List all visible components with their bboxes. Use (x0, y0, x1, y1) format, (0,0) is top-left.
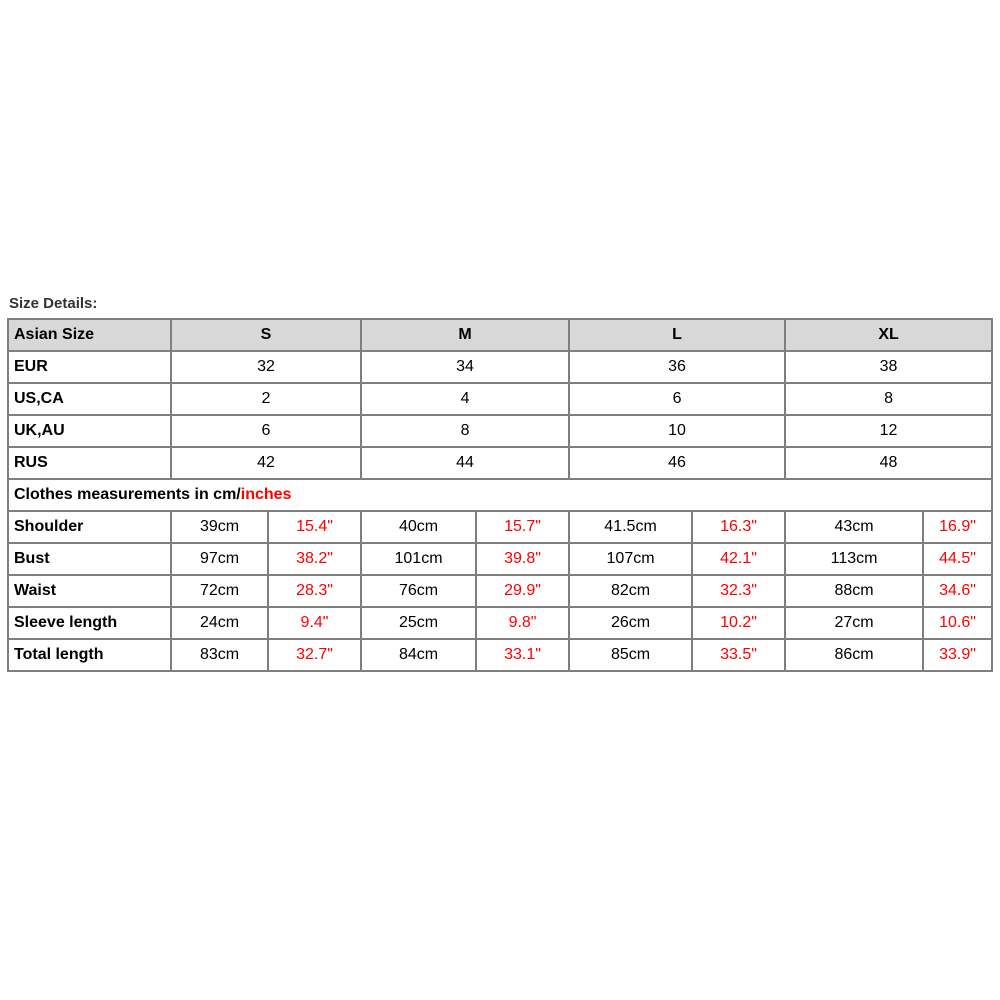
section-heading-prefix: Clothes measurements in cm/ (14, 486, 241, 503)
inch-cell: 44.5" (923, 543, 992, 575)
size-header-xl: XL (785, 319, 992, 351)
inch-cell: 28.3" (268, 575, 361, 607)
row-label-us-ca: US,CA (8, 383, 171, 415)
table-cell: 6 (171, 415, 361, 447)
table-row (8, 543, 992, 575)
table-cell: 8 (361, 415, 569, 447)
table-cell: 6 (569, 383, 785, 415)
inch-cell: 33.5" (692, 639, 785, 671)
inch-cell: 34.6" (923, 575, 992, 607)
cm-cell: 76cm (361, 575, 476, 607)
size-header-m: M (361, 319, 569, 351)
cm-cell: 41.5cm (569, 511, 692, 543)
cm-cell: 97cm (171, 543, 268, 575)
table-cell: 32 (171, 351, 361, 383)
inch-cell: 32.3" (692, 575, 785, 607)
asian-size-header: Asian Size (8, 319, 171, 351)
header-row (8, 319, 992, 351)
cm-cell: 39cm (171, 511, 268, 543)
inch-cell: 10.2" (692, 607, 785, 639)
row-label-sleeve-length: Sleeve length (8, 607, 171, 639)
table-cell: 42 (171, 447, 361, 479)
cm-cell: 88cm (785, 575, 923, 607)
table-cell: 8 (785, 383, 992, 415)
inch-cell: 15.7" (476, 511, 569, 543)
inch-cell: 9.4" (268, 607, 361, 639)
row-label-bust: Bust (8, 543, 171, 575)
table-cell: 46 (569, 447, 785, 479)
inch-cell: 32.7" (268, 639, 361, 671)
cm-cell: 86cm (785, 639, 923, 671)
cm-cell: 84cm (361, 639, 476, 671)
inch-cell: 16.9" (923, 511, 992, 543)
table-row (8, 447, 992, 479)
row-label-shoulder: Shoulder (8, 511, 171, 543)
cm-cell: 26cm (569, 607, 692, 639)
inch-cell: 38.2" (268, 543, 361, 575)
table-row (8, 415, 992, 447)
inch-cell: 42.1" (692, 543, 785, 575)
inch-cell: 16.3" (692, 511, 785, 543)
inch-cell: 10.6" (923, 607, 992, 639)
cm-cell: 27cm (785, 607, 923, 639)
size-chart-table (7, 318, 993, 672)
table-row (8, 607, 992, 639)
table-row (8, 351, 992, 383)
inch-cell: 33.9" (923, 639, 992, 671)
table-row (8, 511, 992, 543)
inch-cell: 15.4" (268, 511, 361, 543)
table-row (8, 383, 992, 415)
row-label-total-length: Total length (8, 639, 171, 671)
size-details-title: Size Details: (9, 295, 98, 312)
cm-cell: 107cm (569, 543, 692, 575)
table-cell: 2 (171, 383, 361, 415)
inch-cell: 39.8" (476, 543, 569, 575)
cm-cell: 24cm (171, 607, 268, 639)
table-cell: 44 (361, 447, 569, 479)
table-row (8, 575, 992, 607)
row-label-rus: RUS (8, 447, 171, 479)
table-cell: 10 (569, 415, 785, 447)
inch-cell: 33.1" (476, 639, 569, 671)
cm-cell: 101cm (361, 543, 476, 575)
row-label-uk-au: UK,AU (8, 415, 171, 447)
inch-cell: 29.9" (476, 575, 569, 607)
table-cell: 38 (785, 351, 992, 383)
row-label-waist: Waist (8, 575, 171, 607)
cm-cell: 82cm (569, 575, 692, 607)
section-row (8, 479, 992, 511)
cm-cell: 72cm (171, 575, 268, 607)
cm-cell: 40cm (361, 511, 476, 543)
table-row (8, 639, 992, 671)
size-header-s: S (171, 319, 361, 351)
cm-cell: 83cm (171, 639, 268, 671)
section-heading-inches: inches (240, 486, 292, 503)
cm-cell: 85cm (569, 639, 692, 671)
table-cell: 48 (785, 447, 992, 479)
row-label-eur: EUR (8, 351, 171, 383)
cm-cell: 25cm (361, 607, 476, 639)
cm-cell: 113cm (785, 543, 923, 575)
table-cell: 12 (785, 415, 992, 447)
size-header-l: L (569, 319, 785, 351)
cm-cell: 43cm (785, 511, 923, 543)
inch-cell: 9.8" (476, 607, 569, 639)
measurements-section-heading (8, 479, 992, 511)
table-cell: 34 (361, 351, 569, 383)
table-cell: 36 (569, 351, 785, 383)
table-cell: 4 (361, 383, 569, 415)
